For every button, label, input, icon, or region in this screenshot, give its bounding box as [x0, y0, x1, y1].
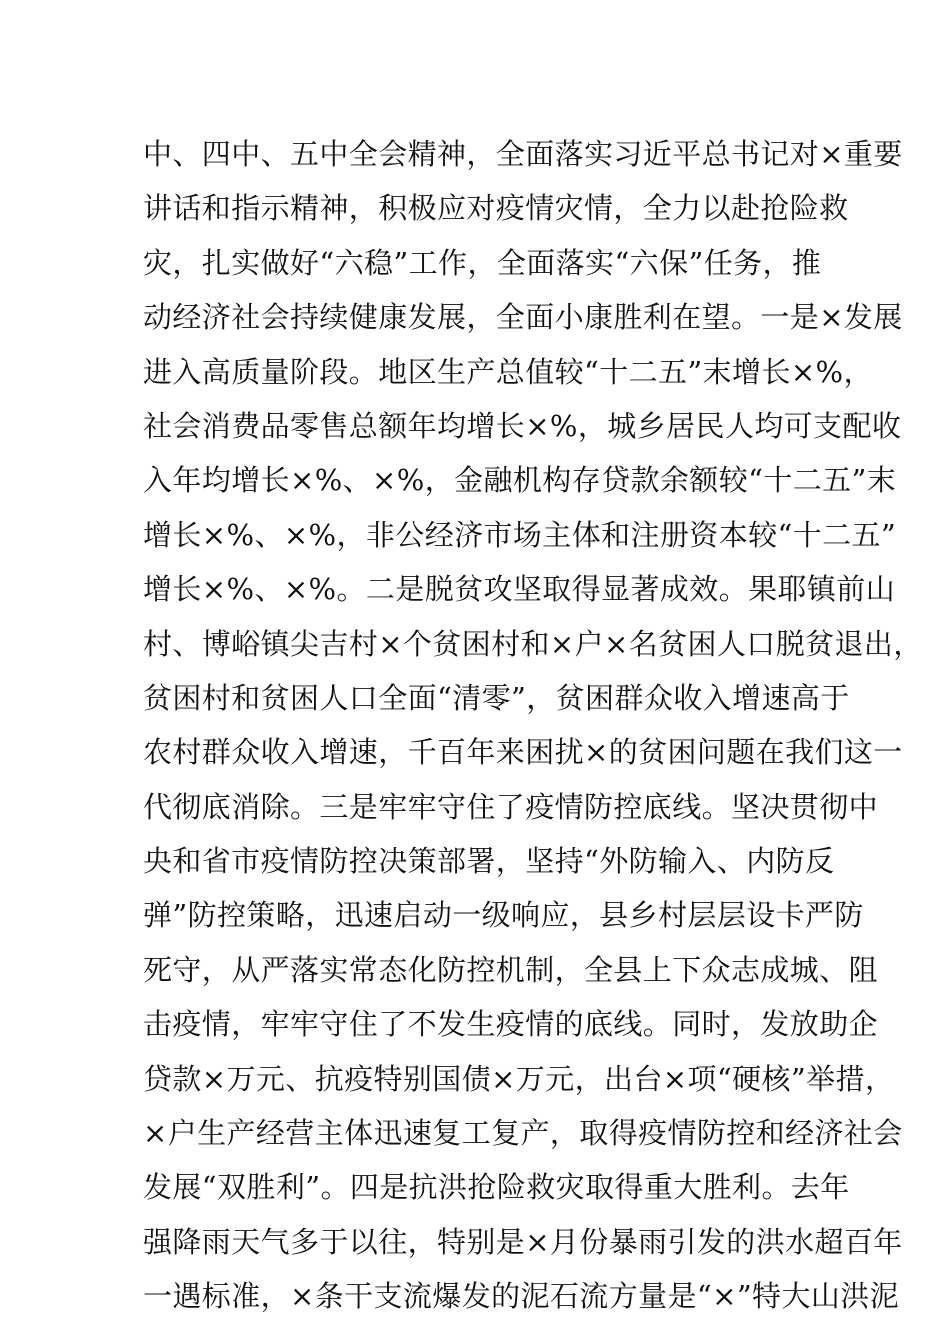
text-line: 讲话和指示精神，积极应对疫情灾情，全力以赴抢险救 [143, 191, 849, 226]
text-line: 发展“双胜利”。四是抗洪抢险救灾取得重大胜利。去年 [143, 1170, 850, 1205]
body-text [143, 127, 923, 1324]
text-line: 入年均增长×%、×%，金融机构存贷款余额较“十二五”末 [143, 463, 897, 498]
text-line: 村、博峪镇尖吉村×个贫困村和×户×名贫困人口脱贫退出， [143, 626, 923, 661]
text-line: 增长×%、×%。二是脱贫攻坚取得显著成效。果耶镇前山 [143, 572, 896, 607]
text-line: 动经济社会持续健康发展，全面小康胜利在望。一是×发展 [143, 300, 903, 335]
text-line: 中、四中、五中全会精神，全面落实习近平总书记对×重要 [143, 137, 903, 171]
text-line: 死守，从严落实常态化防控机制，全县上下众志成城、阻 [143, 952, 879, 987]
text-line: ×户生产经营主体迅速复工复产，取得疫情防控和经济社会 [143, 1116, 903, 1151]
text-line: 击疫情，牢牢守住了不发生疫情的底线。同时，发放助企 [143, 1007, 879, 1042]
text-line: 进入高质量阶段。地区生产总值较“十二五”末增长×%， [143, 354, 873, 389]
text-line: 代彻底消除。三是牢牢守住了疫情防控底线。坚决贯彻中 [143, 789, 879, 824]
text-line: 强降雨天气多于以往，特别是×月份暴雨引发的洪水超百年 [143, 1224, 903, 1259]
text-line: 央和省市疫情防控决策部署，坚持“外防输入、内防反 [143, 844, 835, 879]
text-line: 增长×%、×%，非公经济市场主体和注册资本较“十二五” [143, 517, 897, 552]
text-line: 灾，扎实做好“六稳”工作，全面落实“六保”任务，推 [143, 245, 822, 280]
text-line: 贷款×万元、抗疫特别国债×万元，出台×项“硬核”举措， [143, 1061, 895, 1096]
text-line: 社会消费品零售总额年均增长×%，城乡居民人均可支配收 [143, 408, 902, 443]
text-line: 一遇标准，×条干支流爆发的泥石流方量是“×”特大山洪泥 [143, 1279, 900, 1314]
text-line: 贫困村和贫困人口全面“清零”，贫困群众收入增速高于 [143, 680, 850, 715]
text-line: 农村群众收入增速，千百年来困扰×的贫困问题在我们这一 [143, 735, 903, 770]
text-line: 弹”防控策略，迅速启动一级响应，县乡村层层设卡严防 [143, 898, 864, 933]
